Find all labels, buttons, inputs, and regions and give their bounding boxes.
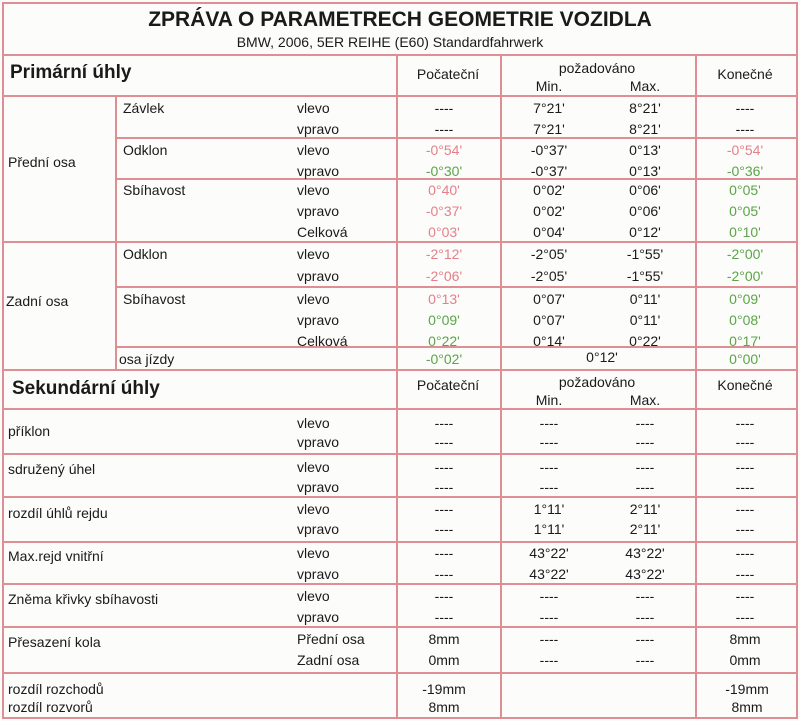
rule xyxy=(2,95,798,97)
row-value-min: 0°07' xyxy=(533,291,565,307)
row-value-max: 0°06' xyxy=(629,182,661,198)
group-label-toe-front: Sbíhavost xyxy=(123,182,186,198)
col-initial-header-2: Počateční xyxy=(416,377,480,393)
col-initial-header: Počateční xyxy=(416,66,480,82)
row-value-fin: 0°17' xyxy=(729,333,761,349)
row-value-max: 43°22' xyxy=(625,545,665,561)
row-value-fin: ---- xyxy=(735,479,755,495)
group-label-included-angle: sdružený úhel xyxy=(8,461,96,477)
row-side-label: vlevo xyxy=(297,182,330,198)
row-side-label: vpravo xyxy=(297,479,340,495)
row-value-init: -0°37' xyxy=(425,203,463,219)
row-value-init: ---- xyxy=(434,459,454,475)
row-value-init: 0°09' xyxy=(428,312,460,328)
row-value-max: 0°11' xyxy=(629,291,661,307)
rule xyxy=(2,717,798,719)
row-value-fin: 0mm xyxy=(729,652,761,668)
row-value-min: ---- xyxy=(539,631,559,647)
row-value-init: -0°54' xyxy=(425,142,463,158)
rule xyxy=(2,408,798,410)
rule xyxy=(396,54,398,719)
row-value-fin: ---- xyxy=(735,415,755,431)
row-value-fin: -0°36' xyxy=(726,163,764,179)
row-value-max: 8°21' xyxy=(629,121,661,137)
rear-axle-label: Zadní osa xyxy=(6,293,69,309)
row-value-init: -0°30' xyxy=(425,163,463,179)
row-side-label: vpravo xyxy=(297,609,340,625)
row-side-label: Celková xyxy=(297,333,348,349)
row-value-min: ---- xyxy=(539,434,559,450)
row-value-min: -0°37' xyxy=(530,163,568,179)
row-value-min: ---- xyxy=(539,415,559,431)
row-value-fin: ---- xyxy=(735,588,755,604)
row-value-init: 0°13' xyxy=(428,291,460,307)
row-value-init: -2°12' xyxy=(425,246,463,262)
row-side-label: vpravo xyxy=(297,521,340,537)
row-value-fin: ---- xyxy=(735,501,755,517)
row-side-label: vpravo xyxy=(297,566,340,582)
rule xyxy=(2,541,798,543)
row-value-init: 0mm xyxy=(428,652,460,668)
row-side-label: Zadní osa xyxy=(297,652,360,668)
row-side-label: vlevo xyxy=(297,291,330,307)
row-value-fin: 0°05' xyxy=(729,182,761,198)
group-label-toe-caster: Závlek xyxy=(123,100,165,116)
rule xyxy=(2,626,798,628)
row-value-fin: 0°10' xyxy=(729,224,761,240)
col-required-header-2: požadováno xyxy=(558,374,636,390)
col-required-header: požadováno xyxy=(558,60,636,76)
col-max-header: Max. xyxy=(629,78,661,94)
row-value-max: ---- xyxy=(635,479,655,495)
row-value-min: 0°07' xyxy=(533,312,565,328)
row-value-max: ---- xyxy=(635,415,655,431)
row-side-label: vlevo xyxy=(297,501,330,517)
col-min-header: Min. xyxy=(535,78,563,94)
row-value-max: 0°11' xyxy=(629,312,661,328)
row-value-fin: 0°08' xyxy=(729,312,761,328)
row-value-fin: -0°54' xyxy=(726,142,764,158)
group-label-max-lock: Max.rejd vnitřní xyxy=(8,548,104,564)
row-side-label: vlevo xyxy=(297,588,330,604)
col-final-header: Konečné xyxy=(717,66,773,82)
row-value-max: 0°13' xyxy=(629,163,661,179)
thrust-final: 0°00' xyxy=(729,351,761,367)
row-value-min: 7°21' xyxy=(533,100,565,116)
group-label-inclination: příklon xyxy=(8,423,51,439)
row-value-max: ---- xyxy=(635,652,655,668)
front-axle-label: Přední osa xyxy=(8,154,76,170)
row-value-init: -2°06' xyxy=(425,268,463,284)
wheelbase-difference-initial: 8mm xyxy=(428,699,460,715)
row-value-init: ---- xyxy=(434,100,454,116)
row-value-init: ---- xyxy=(434,434,454,450)
row-value-min: 0°04' xyxy=(533,224,565,240)
rule xyxy=(695,54,697,719)
col-final-header-2: Konečné xyxy=(717,377,773,393)
row-value-fin: -2°00' xyxy=(726,246,764,262)
row-value-max: -1°55' xyxy=(626,246,664,262)
row-side-label: vlevo xyxy=(297,459,330,475)
row-value-fin: ---- xyxy=(735,121,755,137)
row-side-label: Přední osa xyxy=(297,631,365,647)
secondary-angles-heading: Sekundární úhly xyxy=(12,378,160,399)
row-value-min: ---- xyxy=(539,479,559,495)
row-value-min: 43°22' xyxy=(529,566,569,582)
rule xyxy=(2,453,798,455)
row-value-min: 7°21' xyxy=(533,121,565,137)
rule xyxy=(2,583,798,585)
wheelbase-difference-label: rozdíl rozvorů xyxy=(8,699,93,715)
thrust-initial: -0°02' xyxy=(425,351,463,367)
row-value-init: ---- xyxy=(434,545,454,561)
row-value-fin: ---- xyxy=(735,521,755,537)
row-value-fin: ---- xyxy=(735,566,755,582)
row-value-min: 1°11' xyxy=(533,501,565,517)
row-value-max: -1°55' xyxy=(626,268,664,284)
row-value-init: ---- xyxy=(434,566,454,582)
row-side-label: vpravo xyxy=(297,121,340,137)
row-value-max: ---- xyxy=(635,588,655,604)
row-value-init: ---- xyxy=(434,121,454,137)
row-value-max: ---- xyxy=(635,631,655,647)
row-value-fin: ---- xyxy=(735,545,755,561)
row-side-label: vlevo xyxy=(297,415,330,431)
row-value-min: -2°05' xyxy=(530,268,568,284)
row-value-fin: ---- xyxy=(735,434,755,450)
row-value-min: 0°14' xyxy=(533,333,565,349)
group-label-setback: Přesazení kola xyxy=(8,634,101,650)
row-value-min: ---- xyxy=(539,652,559,668)
group-label-toe-rear: Sbíhavost xyxy=(123,291,186,307)
row-value-max: 0°13' xyxy=(629,142,661,158)
row-side-label: Celková xyxy=(297,224,348,240)
group-label-toe-out-turns: rozdíl úhlů rejdu xyxy=(8,505,108,521)
wheelbase-difference-final: 8mm xyxy=(731,699,763,715)
rule xyxy=(2,369,798,371)
group-label-camber-front: Odklon xyxy=(123,142,168,158)
row-value-max: 2°11' xyxy=(629,501,661,517)
row-value-fin: ---- xyxy=(735,100,755,116)
col-min-header-2: Min. xyxy=(535,392,563,408)
row-value-init: 0°22' xyxy=(428,333,460,349)
vehicle-subtitle: BMW, 2006, 5ER REIHE (E60) Standardfahrwerk xyxy=(236,34,544,50)
row-value-min: 0°02' xyxy=(533,182,565,198)
thrust-required: 0°12' xyxy=(586,349,618,365)
report-title: ZPRÁVA O PARAMETRECH GEOMETRIE VOZIDLA xyxy=(148,8,652,31)
row-value-max: ---- xyxy=(635,609,655,625)
row-value-min: ---- xyxy=(539,459,559,475)
group-label-camber-rear: Odklon xyxy=(123,246,168,262)
row-value-max: 43°22' xyxy=(625,566,665,582)
row-value-min: 0°02' xyxy=(533,203,565,219)
rule xyxy=(115,95,117,371)
rule xyxy=(2,241,798,243)
row-value-init: 0°03' xyxy=(428,224,460,240)
track-difference-initial: -19mm xyxy=(422,681,466,697)
row-value-init: 8mm xyxy=(428,631,460,647)
rule xyxy=(2,54,798,56)
row-value-min: -0°37' xyxy=(530,142,568,158)
row-value-max: ---- xyxy=(635,434,655,450)
row-value-fin: ---- xyxy=(735,459,755,475)
row-value-init: ---- xyxy=(434,501,454,517)
row-value-min: ---- xyxy=(539,588,559,604)
col-max-header-2: Max. xyxy=(629,392,661,408)
row-value-init: ---- xyxy=(434,479,454,495)
row-value-min: 43°22' xyxy=(529,545,569,561)
rule xyxy=(2,2,4,719)
row-value-init: ---- xyxy=(434,609,454,625)
row-value-min: -2°05' xyxy=(530,246,568,262)
row-side-label: vlevo xyxy=(297,142,330,158)
row-side-label: vlevo xyxy=(297,246,330,262)
row-value-init: ---- xyxy=(434,521,454,537)
row-value-max: ---- xyxy=(635,459,655,475)
row-value-fin: 0°09' xyxy=(729,291,761,307)
rule xyxy=(500,54,502,719)
rule xyxy=(2,672,798,674)
row-value-fin: -2°00' xyxy=(726,268,764,284)
row-value-max: 0°22' xyxy=(629,333,661,349)
row-value-max: 2°11' xyxy=(629,521,661,537)
row-side-label: vlevo xyxy=(297,100,330,116)
row-side-label: vlevo xyxy=(297,545,330,561)
row-side-label: vpravo xyxy=(297,268,340,284)
track-difference-label: rozdíl rozchodů xyxy=(8,681,104,697)
rule xyxy=(796,2,798,719)
row-value-fin: 8mm xyxy=(729,631,761,647)
primary-angles-heading: Primární úhly xyxy=(10,62,132,83)
track-difference-final: -19mm xyxy=(725,681,769,697)
group-label-toe-curve: Zněma křivky sbíhavosti xyxy=(8,591,159,607)
row-value-init: ---- xyxy=(434,588,454,604)
row-value-min: ---- xyxy=(539,609,559,625)
row-value-max: 8°21' xyxy=(629,100,661,116)
row-value-fin: ---- xyxy=(735,609,755,625)
row-value-max: 0°12' xyxy=(629,224,661,240)
row-value-fin: 0°05' xyxy=(729,203,761,219)
row-side-label: vpravo xyxy=(297,312,340,328)
row-value-min: 1°11' xyxy=(533,521,565,537)
row-side-label: vpravo xyxy=(297,434,340,450)
thrust-angle-label: osa jízdy xyxy=(119,351,175,367)
rule xyxy=(2,496,798,498)
row-value-init: ---- xyxy=(434,415,454,431)
row-value-init: 0°40' xyxy=(428,182,460,198)
row-side-label: vpravo xyxy=(297,203,340,219)
rule xyxy=(2,2,798,4)
row-value-max: 0°06' xyxy=(629,203,661,219)
row-side-label: vpravo xyxy=(297,163,340,179)
